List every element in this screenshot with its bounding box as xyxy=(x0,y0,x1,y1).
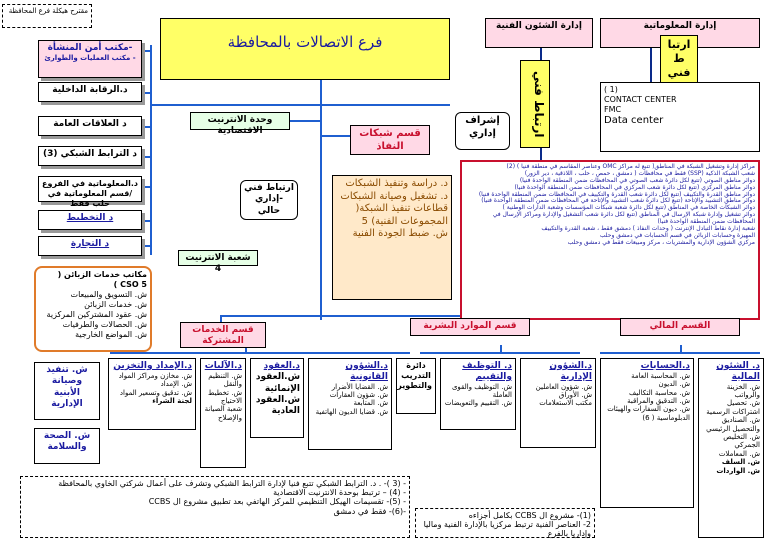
tech-link-box: ارتباط فني -إداري حالي xyxy=(240,180,298,220)
fin-affairs-item: ش. الخزينة والرواتب xyxy=(726,382,760,399)
legal-item: ش. القضايا الأضرار xyxy=(331,382,388,391)
info-admin-box: إدارة المعلوماتية xyxy=(600,18,760,48)
centers-line: شعبة إدارة نقاط التبادل الإنترنت ( وحدات النفاذ ) دمشق فقط ، شعبة القدرة والتكييف xyxy=(541,225,755,233)
fin-affairs-item: ش. الصناديق والتحصيل الرئيسي xyxy=(706,416,760,433)
notes-right-box xyxy=(415,508,595,538)
legal-title: د.الشؤون القانونية xyxy=(345,361,388,382)
cso-item: ش. التسويق والمبيعات xyxy=(70,290,147,299)
network-link-box: د الترابط الشبكي (3) xyxy=(38,146,142,166)
link-tech-vertical: ارتباط فني xyxy=(520,60,550,148)
tech-affairs-box: إدارة الشئون الفنية xyxy=(485,18,593,48)
centers-line: دوائر مناطق المركزي (تتبع لكل دائرة شعب المركزي في المحافظات ضمن المنطقة الواحدة فنيا) xyxy=(514,183,755,191)
main-title-text: فرع الاتصالات بالمحافظة xyxy=(227,33,383,51)
legal-item: ش. قضايا الديون الهاتفية xyxy=(315,407,388,416)
internet-division-box: شعبة الانترنيت 4 xyxy=(178,250,258,266)
accounts-box xyxy=(600,358,694,508)
vehicles-title: د.الآليات xyxy=(204,361,242,371)
admin-item: مكتب الاستعلامات xyxy=(539,399,592,408)
vehicles-item: شعبة الصيانة والإصلاح xyxy=(204,405,242,422)
admin-box xyxy=(520,358,596,448)
note-line: (1)- مشروع ال CCBS بكامل أجزاءه xyxy=(468,511,591,520)
note-line: 2- العناصر الفنية ترتبط مركزيا بالإدارة الفنية وماليا وإداريا بالفرع xyxy=(423,520,591,539)
network-task: ش. ضبط الجودة الفنية xyxy=(352,228,448,239)
employment-box xyxy=(440,358,516,430)
security-office: -مكتب أمن المنشأة xyxy=(47,43,133,53)
accounts-item: ش. ديون السفارات والهيئات الدبلوماسية ( 6) xyxy=(607,405,690,422)
cso-item: ش. الحصالات والطرفيات xyxy=(62,320,147,329)
bottom-bar-services xyxy=(110,352,410,354)
public-relations-box: د العلاقات العامة xyxy=(38,116,142,136)
network-task: قطاعات تنفيذ الشبكة( المجموعات الفنية) 5 xyxy=(355,203,448,227)
cso-box xyxy=(34,266,152,352)
data-center-line2: FMC xyxy=(604,105,622,114)
centers-line: دوائر تشغيل وإدارة شبكة الإرسال في المناطق (تتبع لكل دائرة شعب التشغيل والإدارة ومراكز الإرسال في المحافظات ضمن المنطقة الواحدة فنيا) xyxy=(492,211,755,226)
fin-affairs-box xyxy=(698,358,764,538)
services-section-box: قسم الخدمات المشتركة xyxy=(180,322,266,348)
supply-title: د.الإمداد والتخزين xyxy=(113,361,192,371)
accounts-title: د.الحسابات xyxy=(640,361,690,371)
corner-note: مقترح هيكلة فرع المحافظة xyxy=(2,4,92,28)
supply-item: ش. الإمداد xyxy=(160,380,192,389)
employment-item: ش. التقييم والتعويضات xyxy=(444,399,512,408)
left-vertical-line xyxy=(150,45,152,255)
economic-connector xyxy=(290,120,322,122)
contracts-title: د.العقود xyxy=(263,361,300,371)
vehicles-item: ش. التنظيم والنقل xyxy=(208,371,242,389)
centers-box xyxy=(460,160,760,320)
admin-item: ش. شؤون العاملين xyxy=(535,382,592,391)
contracts-item: ش.العقود الإنمائية xyxy=(255,372,300,394)
network-connector xyxy=(320,135,350,137)
legal-item: ش. المتابعة xyxy=(353,399,388,408)
fin-affairs-item: ش. السلف xyxy=(721,458,760,467)
note-line: - (5)- تقسيمات الهيكل التنظيمي للمركز الهاتفي بعد تطبيق مشروع ال CCBS xyxy=(148,497,406,507)
fin-affairs-item: ش. تحصيل اشتراكات الرسمية xyxy=(706,399,760,416)
accounts-item: ش. الديون xyxy=(658,380,690,389)
centers-line: مراكز إدارة وتشغيل الشبكة في المناطق( تتبع له مراكز OMC وعناصر المقاسم في منطقة فنيا ) (2) xyxy=(506,163,755,170)
legal-item: ش. شؤون العقارات xyxy=(329,390,388,399)
centers-line: دوائر الشبكات الخاصة في المناطق (تتبع لكل دائرة شعبة شبكات المؤسسات وشعبة الدارات الوطنية ) xyxy=(502,204,755,212)
centers-line: مركزي الشؤون الإدارية والمشتريات ، مركز ومبيعات فقط في دمشق وحلب xyxy=(567,238,755,246)
network-task: د. دراسة وتنفيذ الشبكات xyxy=(345,178,448,189)
vehicles-box xyxy=(200,358,246,468)
health-box: ش. الصحة والسلامة xyxy=(34,428,100,464)
supply-item: ش. تدقيق وتسعير المواد xyxy=(119,388,192,397)
maintenance-box: ش. تنفيذ وصيانة الأبنية الإدارية xyxy=(34,362,100,420)
link-tech-right: ارتبا ط فني xyxy=(660,35,698,85)
supply-box xyxy=(108,358,196,430)
accounts-item: ش. المحاسبة العامة xyxy=(631,371,690,380)
data-center-line1: CONTACT CENTER xyxy=(604,95,677,104)
note-line: -(6)- فقط في دمشق xyxy=(333,506,406,516)
contracts-box xyxy=(250,358,304,438)
supervision-box: إشراف إداري xyxy=(455,112,510,150)
centers-line: دوائر مناطق الصوتي (تتبع لكل دائرة شعب الصوتي في المحافظات ضمن المنطقة الواحدة فنيا) xyxy=(519,176,755,184)
network-tasks-box xyxy=(332,175,452,300)
finance-section-box: القسم المالي xyxy=(620,318,740,336)
cso-item: ش. عقود المشتركين المركزية xyxy=(46,310,147,319)
centers-line: دوائر مناطق التشبيد والإتاحة (تتبع لكل دائرة شعب التشبيد والإتاحة في المحافظات ضمن المنطقة الواحدة فنيا) xyxy=(481,197,755,205)
accounts-item: ش. محاسبة التكاليف xyxy=(628,388,690,397)
data-center-num: ( 1) xyxy=(604,85,618,94)
supply-item: لجنة الشراء xyxy=(152,396,192,405)
data-center-line3: Data center xyxy=(604,115,664,126)
notes-left-box xyxy=(20,476,410,538)
finance-stem xyxy=(680,345,682,354)
main-title xyxy=(160,18,450,80)
note-line: - (4) – ترتبط بوحدة الانترنيت الاقتصادية xyxy=(273,488,406,498)
admin-item: ش. الأوراق xyxy=(558,390,592,399)
economic-unit-box: وحدة الانترنيت الاقتصادية xyxy=(190,112,290,130)
note-line: - (3 )- . د. الترابط الشبكي تتبع فنيا لإدارة الترابط الشبكي وتشرف على أعمال شركتي الخاوي بالمحافظة xyxy=(58,479,406,488)
supply-item: ش. مخازن ومراكز المواد xyxy=(118,371,192,380)
fin-affairs-item: ش. المعاملات xyxy=(718,449,760,458)
cso-title: مكاتب خدمات الزبائن ( CSO 5 ) xyxy=(57,270,147,289)
admin-title: د.الشؤون الإدارية xyxy=(549,361,592,382)
data-center-box xyxy=(600,82,760,152)
employment-item: ش. التوظيف والقوى العاملة xyxy=(451,382,512,399)
info-branches-box: د.المعلوماتية في الفروع /قسم المعلوماتية في حلب فقط xyxy=(38,176,142,202)
main-trunk-line xyxy=(320,80,322,320)
planning-box: د التخطيط xyxy=(38,210,142,230)
security-office-box xyxy=(38,40,142,78)
legal-box xyxy=(308,358,392,450)
vehicles-item: ش. تخطيط الاحتياج xyxy=(208,388,242,405)
internal-control-box: د.الرقابة الداخلية xyxy=(38,82,142,102)
cso-item: ش. المواضع الخارجية xyxy=(75,330,147,339)
training-box: دائرة التدريب والتطوير xyxy=(396,358,436,414)
commerce-box: د التجارة xyxy=(38,236,142,256)
cso-item: ش. خدمات الزبائن xyxy=(84,300,147,309)
ops-emergency: - مكتب العمليات والطوارئ xyxy=(44,54,136,63)
fin-affairs-item: ش. الواردات xyxy=(716,466,760,475)
hr-section-box: قسم الموارد البشرية xyxy=(410,318,530,336)
fin-affairs-title: د. الشئون المالية xyxy=(716,361,760,382)
network-section-box: قسم شبكات النفاذ xyxy=(350,125,430,155)
top-connector-line xyxy=(150,104,450,106)
hr-stem xyxy=(500,345,502,354)
employment-title: د. التوظيف والتقييم xyxy=(462,361,512,382)
centers-line: دوائر مناطق القدرة والتكييف (تتبع لكل دائرة شعب القدرة والتكييف في المحافظات ضمن المنطقة الواحدة فنيا) xyxy=(478,190,755,198)
fin-affairs-item: ش. التخليص الجمركي xyxy=(723,432,760,450)
contracts-item: ش.العقود العادية xyxy=(255,394,300,416)
accounts-item: ش. التدقيق والمراقبة xyxy=(627,396,690,405)
centers-line: شعب الشبكة الذكية (SSP) فقط في محافظات ( دمشق ، حمص ، حلب ، اللاذقية ، دير الزور) xyxy=(524,169,755,177)
network-task: د. تشغيل وصيانة الشبكات xyxy=(340,190,448,202)
centers-line: المهيزة وحسابات الزبائن في قسم الحسابات في دمشق وحلب xyxy=(599,231,755,239)
